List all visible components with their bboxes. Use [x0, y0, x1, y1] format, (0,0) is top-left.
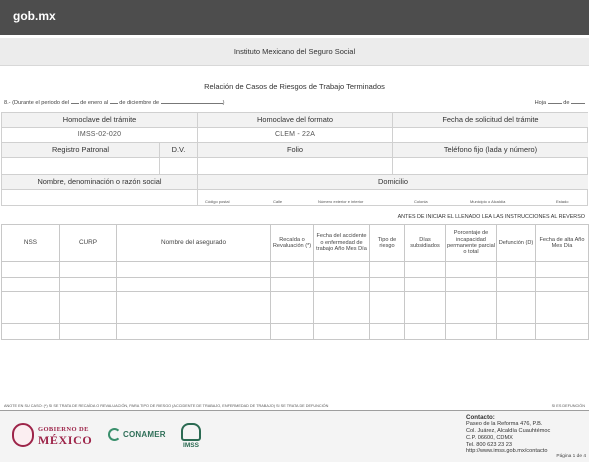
col-fecha-accidente: Fecha del accidente o enfermedad de trabajo Año Mes Día [314, 225, 370, 262]
cell-input[interactable] [271, 324, 314, 340]
col-curp: CURP [60, 225, 117, 262]
instructions-note: ANTES DE INICIAR EL LLENADO LEA LAS INSTRUCCIONES AL REVERSO [397, 214, 585, 220]
address-part-cp: Código postal [205, 199, 230, 204]
dv-field[interactable] [160, 158, 198, 175]
imss-logo [178, 423, 204, 451]
nombre-label: Nombre, denominación o razón social [2, 175, 198, 190]
cell-input[interactable] [536, 292, 589, 324]
cases-table [1, 224, 589, 340]
imss-text: IMSS [183, 442, 199, 449]
cell-input[interactable] [497, 278, 536, 292]
table-row [2, 278, 589, 292]
period-day-end-field[interactable] [110, 99, 118, 104]
cell-input[interactable] [314, 324, 370, 340]
sheet-number-field[interactable] [548, 99, 562, 104]
address-part-estado: Estado [556, 199, 569, 204]
cell-input[interactable] [536, 278, 589, 292]
cell-input[interactable] [536, 262, 589, 278]
cell-input[interactable] [271, 278, 314, 292]
col-tipo-riesgo: Tipo de riesgo [370, 225, 405, 262]
homoclave-tramite-label: Homoclave del trámite [2, 113, 198, 128]
cell-input[interactable] [2, 324, 60, 340]
contact-line: C.P. 06600, CDMX [466, 434, 513, 441]
cell-input[interactable] [60, 324, 117, 340]
institute-bar [0, 38, 589, 66]
homoclave-formato-label: Homoclave del formato [198, 113, 393, 128]
cell-input[interactable] [536, 324, 589, 340]
period-line [4, 99, 225, 106]
footnote: ANOTE EN SU CASO: (*) SI SE TRATA DE RECAÍDA O REVALUACIÓN, PARA TIPO DE RIESGO (ACCIDENTE DE TRABAJO, ENFERMEDAD DE TRABAJO) SI SE TRATA DE DEFUNCIÓN [4, 404, 329, 408]
cell-input[interactable] [2, 292, 60, 324]
cell-input[interactable] [271, 292, 314, 324]
contact-line: Tel. 800 623 23 23 [466, 441, 513, 448]
cell-input[interactable] [446, 324, 497, 340]
col-recaida: Recaída o Revaluación (*) [271, 225, 314, 262]
footer [0, 410, 589, 462]
contact-line: Paseo de la Reforma 476, P.B. [466, 421, 543, 428]
cell-input[interactable] [446, 292, 497, 324]
table-row [2, 262, 589, 278]
period-year-field[interactable] [161, 99, 223, 104]
domicilio-label: Domicilio [198, 175, 588, 190]
table-row [2, 292, 589, 324]
sheet-number [535, 99, 585, 106]
homoclave-formato-value: CLEM - 22A [198, 128, 393, 143]
footnote-right: SI ES DEFUNCIÓN [551, 404, 585, 408]
col-nss: NSS [2, 225, 60, 262]
gob-mx-logo[interactable]: gob.mx [13, 9, 56, 23]
registro-patronal-label: Registro Patronal [2, 143, 160, 158]
fecha-solicitud-label: Fecha de solicitud del trámite [393, 113, 588, 128]
cell-input[interactable] [405, 324, 446, 340]
cell-input[interactable] [271, 262, 314, 278]
nombre-field[interactable] [2, 190, 198, 205]
period-prefix: 8.- (Durante el periodo del [4, 100, 69, 106]
folio-field[interactable] [198, 158, 393, 175]
cell-input[interactable] [2, 278, 60, 292]
telefono-label: Teléfono fijo (lada y número) [393, 143, 588, 158]
col-nombre: Nombre del asegurado [117, 225, 271, 262]
fecha-solicitud-field[interactable] [393, 128, 588, 143]
address-part-municipio: Municipio o Alcaldía [470, 199, 506, 204]
cell-input[interactable] [117, 324, 271, 340]
col-defuncion: Defunción (D) [497, 225, 536, 262]
page-number: Página 1 de 4 [556, 454, 586, 459]
cell-input[interactable] [405, 262, 446, 278]
folio-label: Folio [198, 143, 393, 158]
cell-input[interactable] [370, 262, 405, 278]
gobierno-de-mexico-logo [12, 423, 102, 449]
cell-input[interactable] [446, 278, 497, 292]
sheet-of: de [563, 100, 570, 106]
col-fecha-alta: Fecha de alta Año Mes Día [536, 225, 589, 262]
gob-logo-line1: GOBIERNO DE [38, 426, 89, 433]
homoclave-tramite-value: IMSS-02-020 [2, 128, 198, 143]
period-day-start-field[interactable] [71, 99, 79, 104]
cell-input[interactable] [405, 292, 446, 324]
cell-input[interactable] [405, 278, 446, 292]
institute-name: Instituto Mexicano del Seguro Social [233, 47, 356, 56]
contact-title: Contacto: [466, 414, 495, 421]
contact-line: Col. Juárez, Alcaldía Cuauhtémoc [466, 428, 551, 435]
contact-block [466, 414, 586, 455]
col-porcentaje: Porcentaje de incapacidad permanente parcial o total [446, 225, 497, 262]
sheet-total-field[interactable] [571, 99, 585, 104]
telefono-field[interactable] [393, 158, 588, 175]
form-grid [1, 112, 588, 206]
top-bar [0, 0, 589, 35]
cell-input[interactable] [60, 278, 117, 292]
gob-logo-line2: MÉXICO [38, 433, 93, 447]
col-dias-subsidiados: Días subsidiados [405, 225, 446, 262]
eagle-shield-icon [12, 423, 34, 447]
cell-input[interactable] [370, 292, 405, 324]
cell-input[interactable] [446, 262, 497, 278]
cell-input[interactable] [117, 292, 271, 324]
address-part-labels [200, 199, 588, 207]
conamer-text: CONAMER [123, 430, 166, 439]
address-part-colonia: Colonia [414, 199, 428, 204]
cell-input[interactable] [117, 278, 271, 292]
cell-input[interactable] [117, 262, 271, 278]
address-part-calle: Calle [273, 199, 283, 204]
registro-patronal-field[interactable] [2, 158, 160, 175]
cell-input[interactable] [60, 262, 117, 278]
document-title: Relación de Casos de Riesgos de Trabajo Terminados [204, 82, 385, 91]
address-part-numero: Número exterior e interior [318, 199, 364, 204]
cell-input[interactable] [314, 278, 370, 292]
conamer-logo [108, 428, 168, 444]
imss-emblem-icon [181, 423, 201, 441]
table-header-row [2, 225, 589, 262]
cell-input[interactable] [497, 262, 536, 278]
period-mid2: de diciembre de [119, 100, 160, 106]
period-end: ) [222, 100, 225, 106]
cell-input[interactable] [370, 324, 405, 340]
period-mid: de enero al [80, 100, 109, 106]
table-row [2, 324, 589, 340]
cell-input[interactable] [497, 292, 536, 324]
cell-input[interactable] [370, 278, 405, 292]
cell-input[interactable] [60, 292, 117, 324]
conamer-circle-icon [108, 428, 121, 441]
cell-input[interactable] [314, 262, 370, 278]
contact-url[interactable]: http://www.imss.gob.mx/contacto [466, 448, 548, 455]
cell-input[interactable] [314, 292, 370, 324]
cell-input[interactable] [497, 324, 536, 340]
dv-label: D.V. [160, 143, 198, 158]
sheet-label: Hoja [534, 100, 547, 106]
cell-input[interactable] [2, 262, 60, 278]
